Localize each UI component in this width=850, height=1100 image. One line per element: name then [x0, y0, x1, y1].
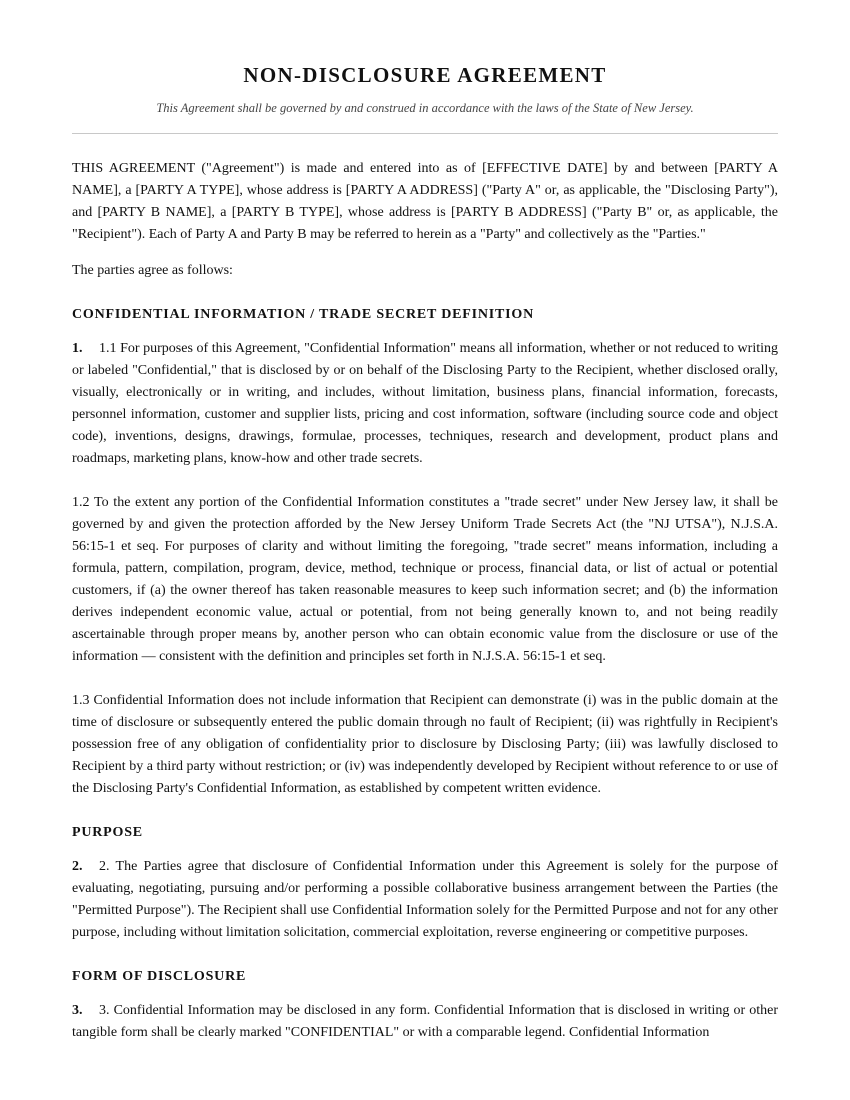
section-purpose: [72, 823, 778, 944]
clause-1-1: [72, 338, 778, 470]
clause-3: [72, 1000, 778, 1044]
clause-1-2: 1.2 To the extent any portion of the Confidential Information constitutes a "trade secret" under New Jersey law, it shall be governed by and given the protection afforded by the New Jersey Uniform Trade Secrets Act (the "NJ UTSA"), N.J.S.A. 56:15-1 et seq. For purposes of clarity and without limiting the foregoing, "trade secret" means information, including a formula, pattern, compilation, program, device, method, technique or process, financial data, or list of actual or potential customers, if (a) the owner thereof has taken reasonable measures to keep such information secret; and (b) the information derives independent economic value, actual or potential, from not being generally known to, and not being readily ascertainable through proper means by, another person who can obtain economic value from the disclosure or use of the information — consistent with the definition and principles set forth in N.J.S.A. 56:15-1 et seq.: [72, 495, 778, 664]
section-heading: FORM OF DISCLOSURE: [72, 969, 247, 984]
intro-paragraph: THIS AGREEMENT ("Agreement") is made and entered into as of [EFFECTIVE DATE] by and between [PARTY A NAME], a [PARTY A TYPE], whose address is [PARTY A ADDRESS] ("Party A" or, as applicable, the "Disclosing Party"), and [PARTY B NAME], a [PARTY B TYPE], whose address is [PARTY B ADDRESS] ("Party B" or, as applicable, the "Recipient"). Each of Party A and Party B may be referred to herein as a "Party" and collectively as the "Parties.": [72, 161, 778, 242]
clause-2: [72, 856, 778, 944]
document-page: [72, 62, 778, 1044]
section-number: 1.: [72, 341, 83, 356]
clause-text: 3. Confidential Information may be disclosed in any form. Confidential Information that is disclosed in writing or other tangible form shall be clearly marked "CONFIDENTIAL" or with a comparable legend. Confidential Information: [72, 1003, 778, 1040]
clause-text: 2. The Parties agree that disclosure of Confidential Information under this Agreement is solely for the purpose of evaluating, negotiating, pursuing and/or performing a possible collaborative business arrangement between the Parties (the "Permitted Purpose"). The Recipient shall use Confidential Information solely for the Permitted Purpose and not for any other purpose, including without limitation solicitation, commercial exploitation, reverse engineering or competitive purposes.: [72, 859, 778, 940]
header-divider: [72, 133, 778, 134]
clause-text: 1.1 For purposes of this Agreement, "Confidential Information" means all information, whether or not reduced to writing or labeled "Confidential," that is disclosed by or on behalf of the Disclosing Party to the Recipient, whether disclosed orally, visually, electronically or in writing, and includes, without limitation, business plans, financial information, forecasts, personnel information, customer and supplier lists, pricing and cost information, software (including source code and object code), inventions, designs, drawings, formulae, processes, techniques, research and development, product plans and roadmaps, marketing plans, know-how and other trade secrets.: [72, 341, 778, 466]
governing-law-subtitle: This Agreement shall be governed by and construed in accordance with the laws of the State of New Jersey.: [156, 101, 694, 115]
document-title: NON-DISCLOSURE AGREEMENT: [243, 63, 607, 87]
section-number: 2.: [72, 859, 83, 874]
section-number: 3.: [72, 1003, 83, 1018]
section-heading: PURPOSE: [72, 825, 143, 840]
agreement-statement: The parties agree as follows:: [72, 263, 233, 278]
clause-1-3: 1.3 Confidential Information does not include information that Recipient can demonstrate (i) was in the public domain at the time of disclosure or subsequently entered the public domain through no fault of Recipient; (ii) was rightfully in Recipient's possession free of any obligation of confidentiality prior to disclosure by Disclosing Party; (iii) was lawfully disclosed to Recipient by a third party without restriction; or (iv) was independently developed by Recipient without reference to or use of the Disclosing Party's Confidential Information, as established by competent written evidence.: [72, 693, 778, 796]
section-confidential-information: [72, 305, 778, 800]
section-form-of-disclosure: [72, 967, 778, 1044]
section-heading: CONFIDENTIAL INFORMATION / TRADE SECRET DEFINITION: [72, 307, 535, 322]
